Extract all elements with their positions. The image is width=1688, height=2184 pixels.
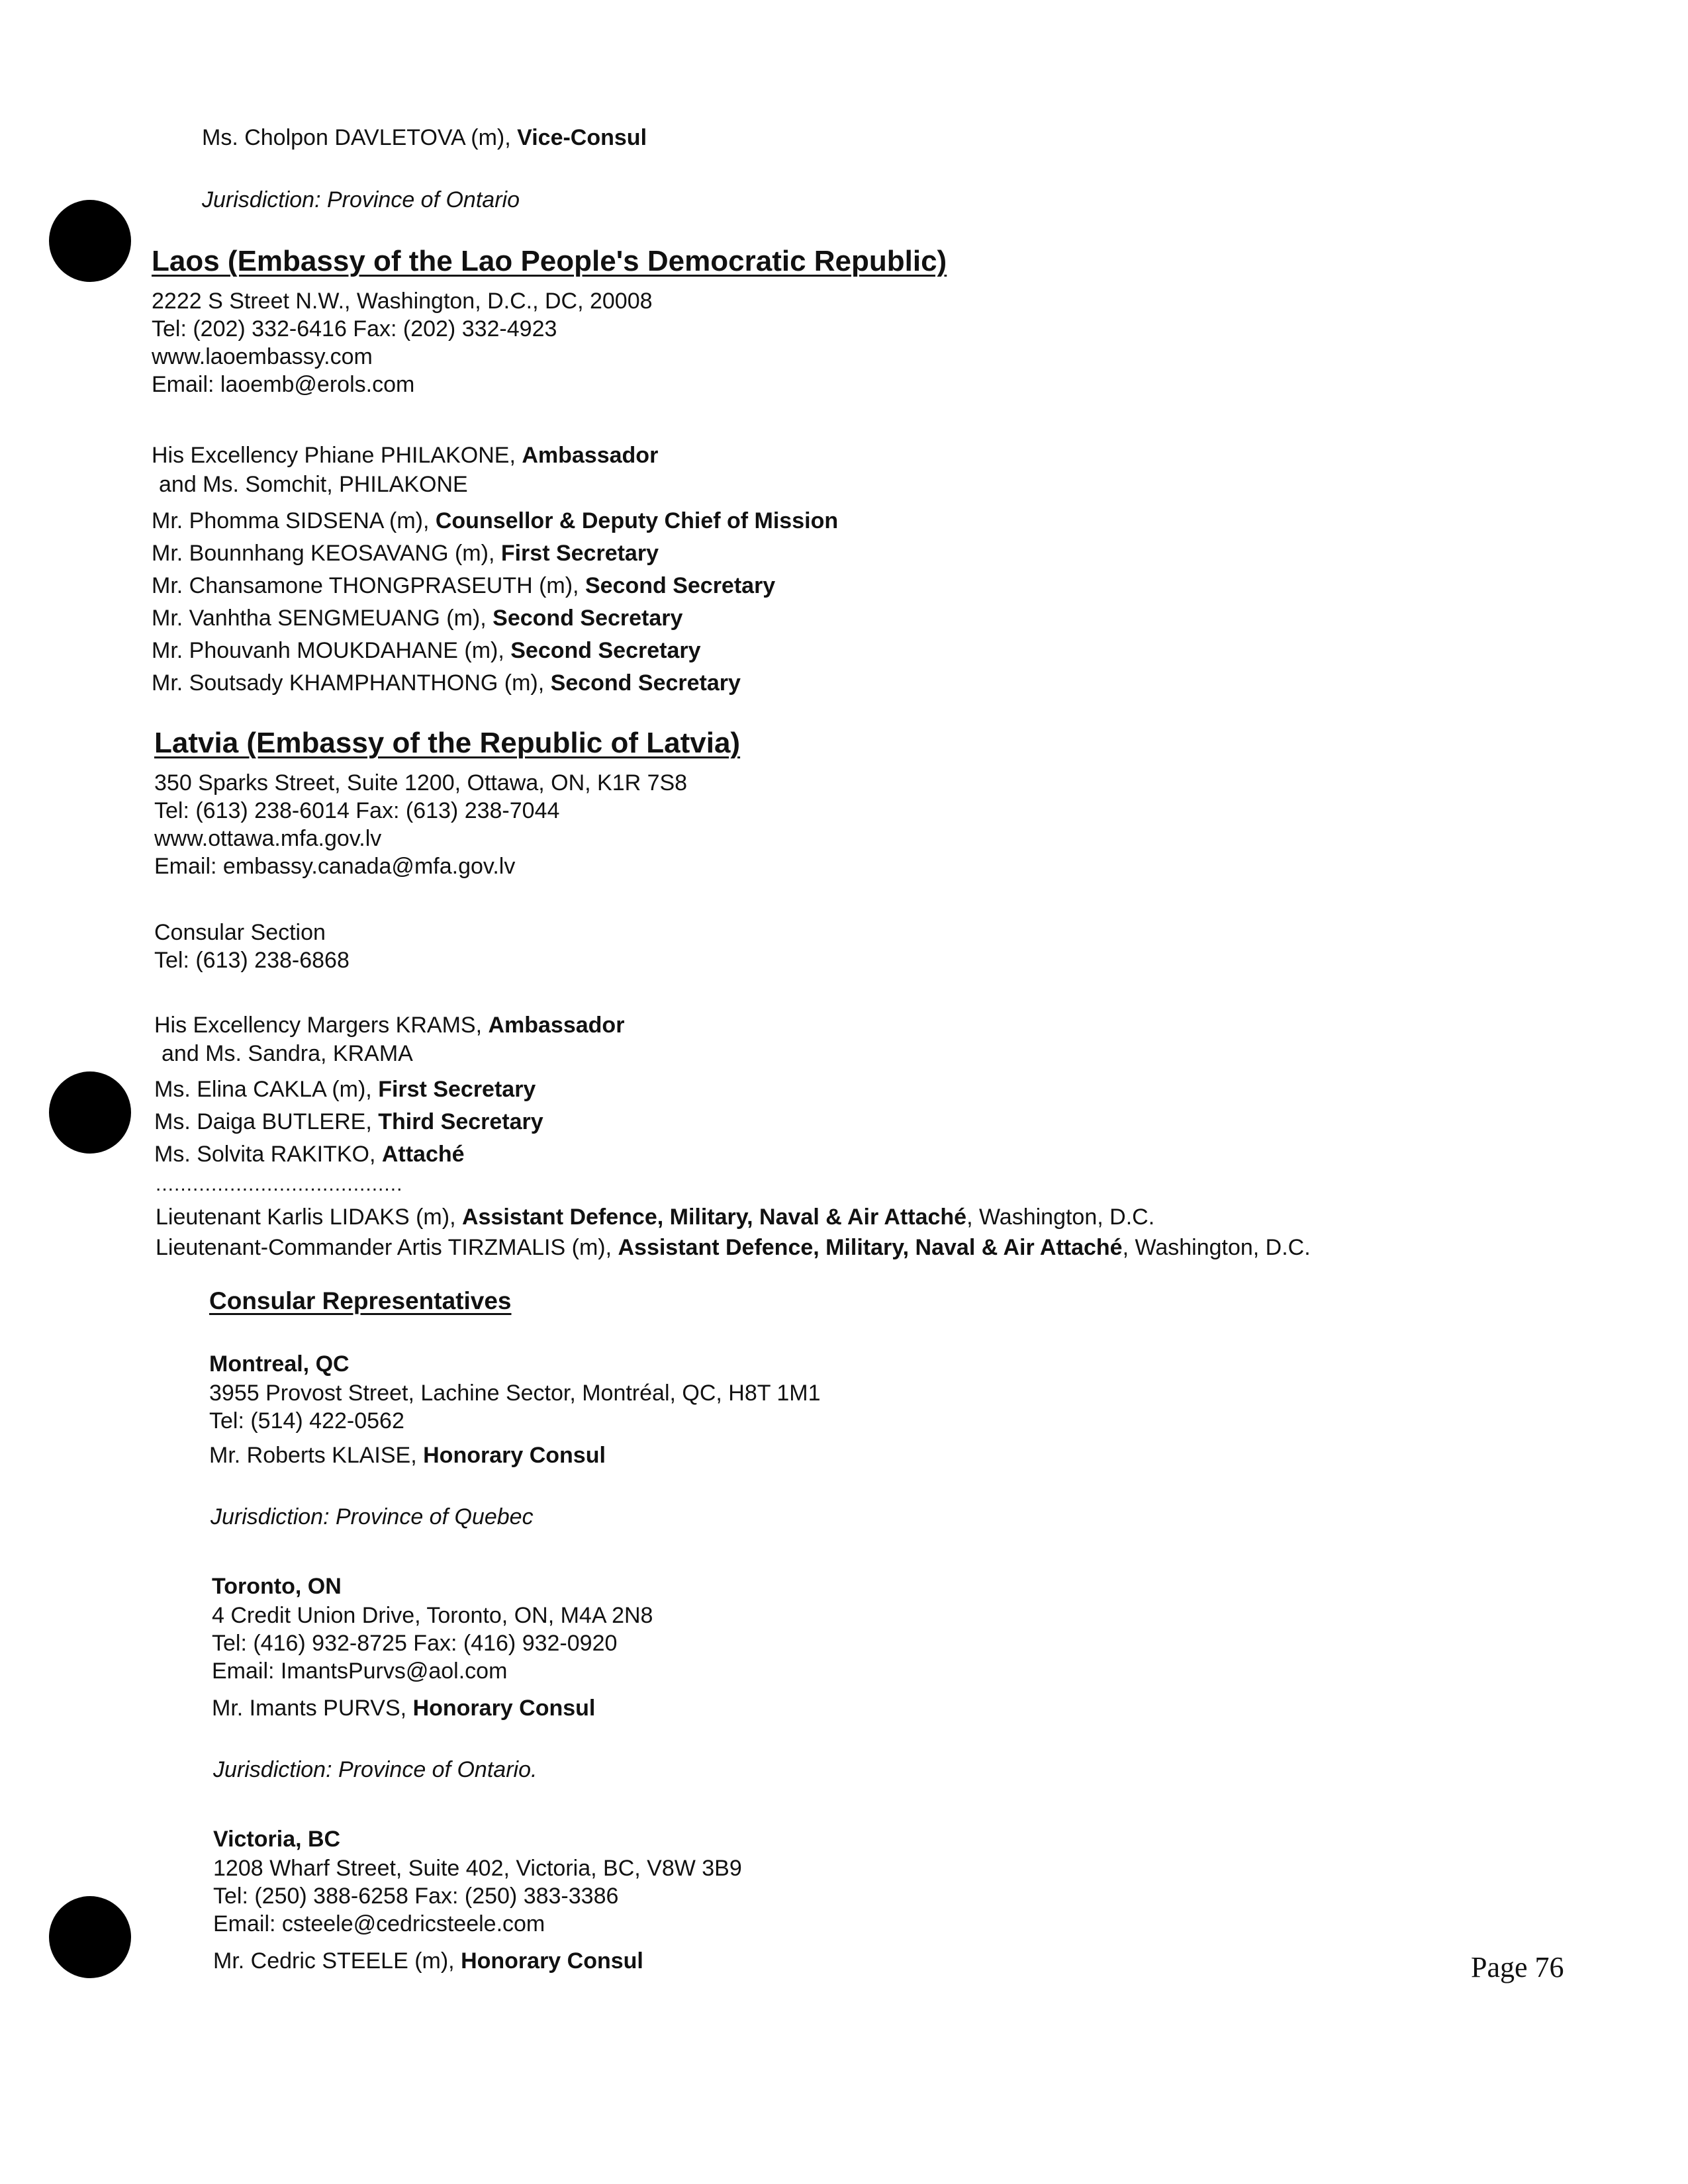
laos-staff-row (152, 669, 741, 697)
punch-hole-bottom (49, 1896, 131, 1978)
section-heading-latvia: Latvia (Embassy of the Republic of Latvia) (154, 727, 741, 759)
latvia-staff-row (154, 1075, 536, 1103)
person-title: Third Secretary (378, 1109, 543, 1134)
person-title: Assistant Defence, Military, Naval & Air Attaché (618, 1235, 1123, 1260)
laos-address: 2222 S Street N.W., Washington, D.C., DC, 20008 (152, 289, 653, 314)
person-title: Second Secretary (510, 638, 701, 663)
person-name: Mr. Roberts KLAISE, (209, 1443, 424, 1468)
person-title: Second Secretary (585, 573, 776, 598)
person-title: Honorary Consul (423, 1443, 606, 1468)
location-suffix: , Washington, D.C. (1122, 1235, 1311, 1260)
victoria-tel: Tel: (250) 388-6258 Fax: (250) 383-3386 (213, 1884, 619, 1909)
consul-entry (202, 124, 647, 152)
latvia-staff-row (154, 1140, 465, 1168)
person-name: Mr. Imants PURVS, (212, 1696, 413, 1721)
person-name: Mr. Phomma SIDSENA (m), (152, 508, 436, 533)
toronto-jurisdiction: Jurisdiction: Province of Ontario. (213, 1757, 538, 1782)
laos-staff-row (152, 507, 838, 535)
dotted-separator: ........................................ (156, 1173, 403, 1195)
consular-representatives-heading: Consular Representatives (209, 1287, 512, 1314)
person-name: Mr. Bounnhang KEOSAVANG (m), (152, 541, 501, 566)
victoria-email: Email: csteele@cedricsteele.com (213, 1911, 545, 1936)
toronto-address: 4 Credit Union Drive, Toronto, ON, M4A 2N8 (212, 1603, 653, 1628)
latvia-attache-row (156, 1203, 1154, 1231)
person-title: Vice-Consul (517, 125, 647, 150)
person-title: Honorary Consul (461, 1948, 643, 1974)
latvia-address: 350 Sparks Street, Suite 1200, Ottawa, ON, K1R 7S8 (154, 770, 688, 796)
montreal-jurisdiction: Jurisdiction: Province of Quebec (211, 1504, 534, 1529)
laos-ambassador (152, 441, 658, 469)
city-heading-montreal: Montreal, QC (209, 1351, 350, 1377)
person-name: Mr. Phouvanh MOUKDAHANE (m), (152, 638, 511, 663)
person-name: Lieutenant Karlis LIDAKS (m), (156, 1205, 462, 1230)
laos-staff-row (152, 637, 701, 664)
montreal-address: 3955 Provost Street, Lachine Sector, Montréal, QC, H8T 1M1 (209, 1381, 821, 1406)
victoria-address: 1208 Wharf Street, Suite 402, Victoria, BC, V8W 3B9 (213, 1856, 742, 1881)
laos-email: Email: laoemb@erols.com (152, 372, 415, 397)
person-name: Ms. Elina CAKLA (m), (154, 1077, 379, 1102)
latvia-spouse: and Ms. Sandra, KRAMA (162, 1041, 413, 1066)
jurisdiction-text: Jurisdiction: Province of Ontario (202, 187, 520, 212)
person-title: Ambassador (522, 443, 659, 468)
person-title: Second Secretary (492, 606, 683, 631)
person-name: Lieutenant-Commander Artis TIRZMALIS (m), (156, 1235, 618, 1260)
latvia-attache-row (156, 1234, 1311, 1261)
person-title: First Secretary (378, 1077, 536, 1102)
punch-hole-middle (49, 1071, 131, 1154)
victoria-consul (213, 1947, 643, 1975)
montreal-consul (209, 1441, 606, 1469)
person-name: Mr. Vanhtha SENGMEUANG (m), (152, 606, 493, 631)
toronto-consul (212, 1694, 595, 1722)
montreal-tel: Tel: (514) 422-0562 (209, 1408, 404, 1433)
laos-tel: Tel: (202) 332-6416 Fax: (202) 332-4923 (152, 316, 557, 341)
person-name: Ms. Solvita RAKITKO, (154, 1142, 382, 1167)
laos-staff-row (152, 539, 659, 567)
toronto-tel: Tel: (416) 932-8725 Fax: (416) 932-0920 (212, 1631, 618, 1656)
latvia-staff-row (154, 1108, 543, 1136)
city-heading-victoria: Victoria, BC (213, 1827, 341, 1852)
toronto-email: Email: ImantsPurvs@aol.com (212, 1659, 508, 1684)
person-name: His Excellency Phiane PHILAKONE, (152, 443, 522, 468)
person-name: Mr. Chansamone THONGPRASEUTH (m), (152, 573, 585, 598)
person-name: Ms. Daiga BUTLERE, (154, 1109, 379, 1134)
person-title: Counsellor & Deputy Chief of Mission (435, 508, 839, 533)
section-heading-laos: Laos (Embassy of the Lao People's Democratic Republic) (152, 245, 947, 277)
laos-spouse: and Ms. Somchit, PHILAKONE (159, 472, 468, 497)
person-title: Second Secretary (550, 670, 741, 696)
person-title: Attaché (381, 1142, 465, 1167)
punch-hole-top (49, 200, 131, 282)
city-heading-toronto: Toronto, ON (212, 1574, 342, 1599)
latvia-consular-section: Consular Section (154, 920, 326, 945)
person-title: Assistant Defence, Military, Naval & Air Attaché (461, 1205, 967, 1230)
latvia-consular-tel: Tel: (613) 238-6868 (154, 948, 350, 973)
laos-staff-row (152, 572, 775, 600)
latvia-tel: Tel: (613) 238-6014 Fax: (613) 238-7044 (154, 798, 560, 823)
person-name: Mr. Cedric STEELE (m), (213, 1948, 461, 1974)
person-name: Ms. Cholpon DAVLETOVA (m), (202, 125, 518, 150)
page-number: Page 76 (1471, 1951, 1564, 1983)
person-title: First Secretary (500, 541, 659, 566)
laos-staff-row (152, 604, 682, 632)
person-title: Honorary Consul (412, 1696, 596, 1721)
location-suffix: , Washington, D.C. (966, 1205, 1155, 1230)
latvia-email: Email: embassy.canada@mfa.gov.lv (154, 854, 516, 879)
person-title: Ambassador (488, 1013, 625, 1038)
latvia-ambassador (154, 1011, 624, 1039)
latvia-website-link[interactable]: www.ottawa.mfa.gov.lv (154, 826, 382, 851)
laos-website-link[interactable]: www.laoembassy.com (152, 344, 373, 369)
person-name: His Excellency Margers KRAMS, (154, 1013, 489, 1038)
person-name: Mr. Soutsady KHAMPHANTHONG (m), (152, 670, 551, 696)
